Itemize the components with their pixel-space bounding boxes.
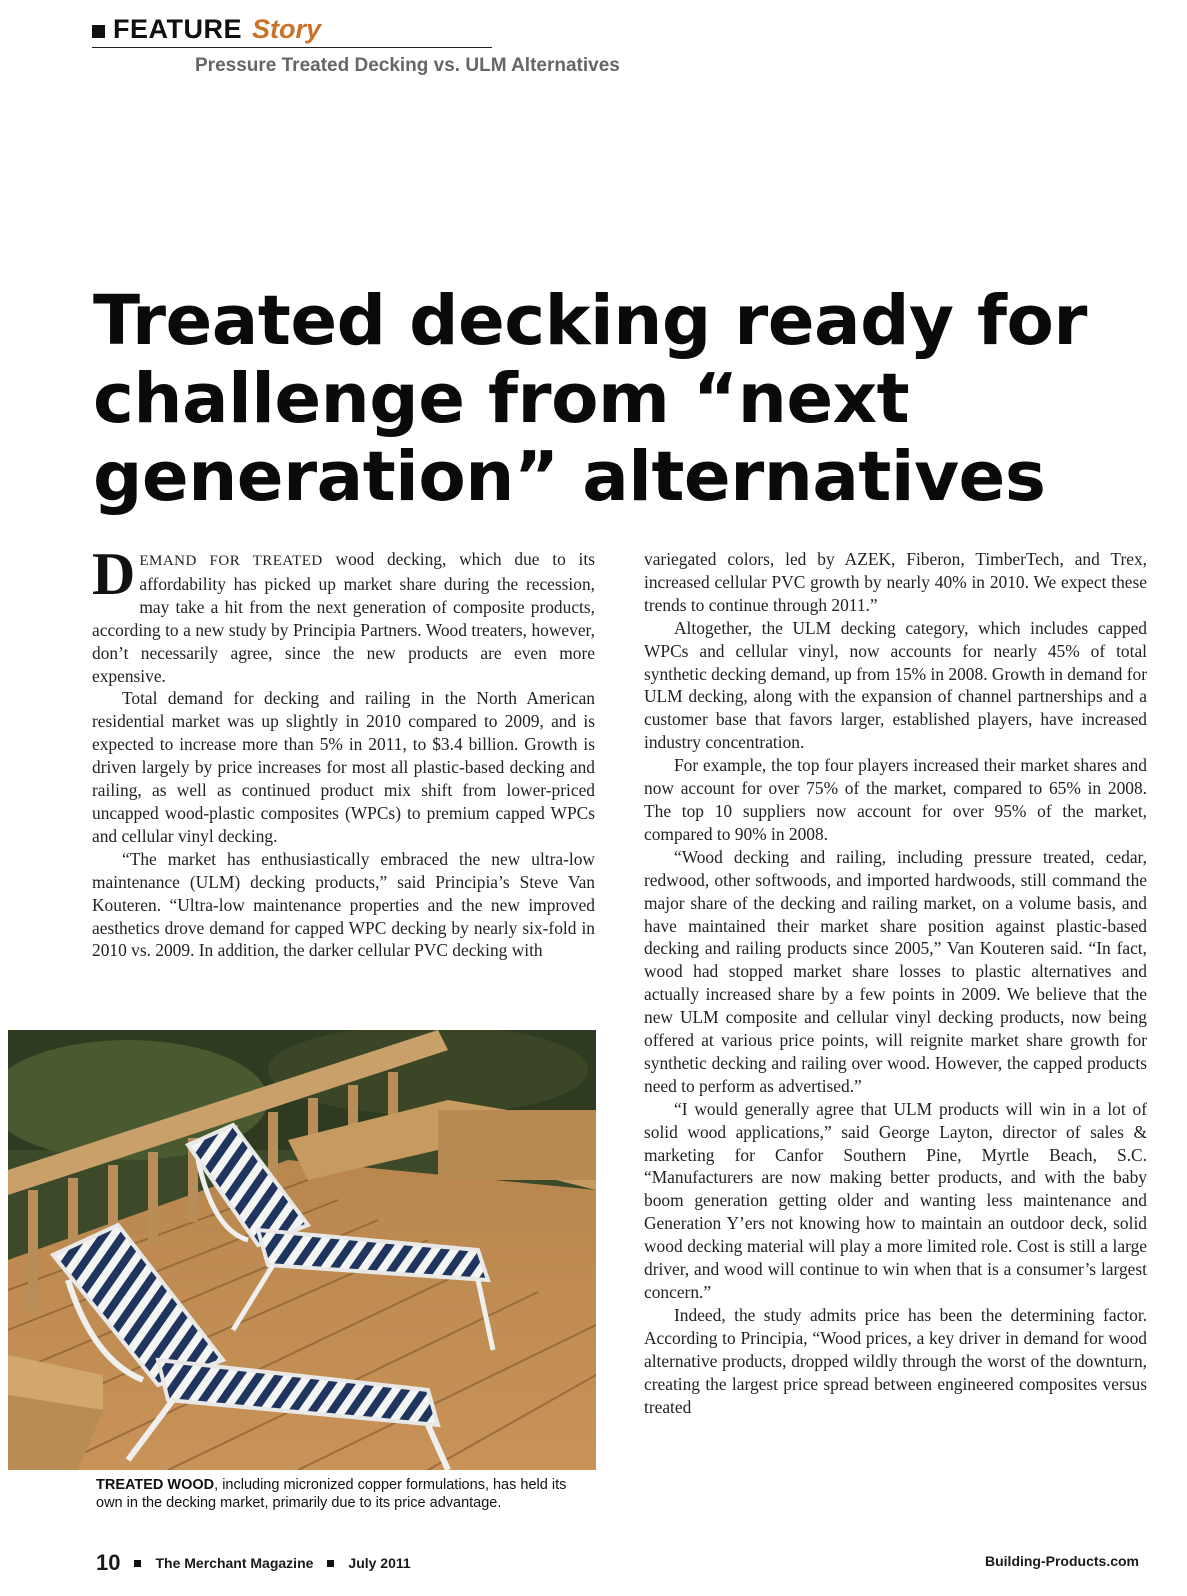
article-column-2 bbox=[644, 548, 1147, 1418]
article-headline: Treated decking ready for challenge from “next generation” alternatives bbox=[93, 281, 1087, 517]
paragraph bbox=[92, 541, 595, 687]
page-number: 10 bbox=[96, 1550, 121, 1575]
subhead: Pressure Treated Decking vs. ULM Alternatives bbox=[195, 55, 620, 76]
square-bullet-icon bbox=[92, 25, 105, 38]
footer-url: Building-Products.com bbox=[985, 1553, 1139, 1569]
paragraph: For example, the top four players increased their market shares and now account for over 75% of the market, compared to 65% in 2008. The top 10 suppliers now account for over 95% of the market, compared to 90% in 2008. bbox=[644, 755, 1147, 844]
paragraph: variegated colors, led by AZEK, Fiberon, TimberTech, and Trex, increased cellular PVC growth by nearly 40% in 2010. We expect these trends to continue through 2011.” bbox=[644, 549, 1147, 615]
photo-caption bbox=[96, 1476, 596, 1512]
drop-cap: D bbox=[92, 541, 136, 607]
caption-lead: TREATED WOOD bbox=[96, 1477, 215, 1493]
article-column-1 bbox=[92, 541, 595, 962]
square-bullet-icon bbox=[327, 1560, 334, 1567]
paragraph: Total demand for decking and railing in the North American residential market was up slightly in 2010 compared to 2009, and is expected to increase more than 5% in 2011, to $3.4 billion. Growth is driven largely by price increases for most all plastic-based decking and railing, as well as continued product mix shift from lower-priced uncapped wood-plastic composites (WPCs) to premium capped WPCs and cellular vinyl decking. bbox=[92, 688, 595, 846]
feature-label: FEATURE bbox=[113, 14, 242, 44]
issue-date: July 2011 bbox=[348, 1555, 411, 1571]
paragraph-text: wood decking, which due to its affordability has picked up market share during the recession, may take a hit from the next generation of composite products, according to a new study by Principia Partners. Wood treaters, however, don’t necessarily agree, since the new products are even more expensive. bbox=[92, 549, 595, 686]
paragraph: “Wood decking and railing, including pressure treated, cedar, redwood, other softwoods, and imported hardwoods, still command the major share of the decking and railing market, on a volume basis, and have maintained their market share position against plastic-based decking and railing products since 2005,” Van Kouteren said. “In fact, wood had stopped market share losses to plastic alternatives and actually increased share by a few points in 2009. We believe that the new ULM composite and cellular vinyl decking products, now being offered at various price points, will reignite market share growth for synthetic decking and railing over wood. However, the capped products need to perform as advertised.” bbox=[644, 846, 1147, 1096]
paragraph: “I would generally agree that ULM products will win in a lot of solid wood applications,” said George Layton, director of sales & marketing for Canfor Southern Pine, Myrtle Beach, S.C. “Manufacturers are now making better products, and with the baby boom generation getting older and wanting less maintenance and Generation Y’ers not knowing how to maintain an outdoor deck, solid wood decking material will play a more limited role. Cost is still a large driver, and wood will continue to win when that is a consumer’s largest concern.” bbox=[644, 1098, 1147, 1302]
paragraph: Altogether, the ULM decking category, which includes capped WPCs and cellular vinyl, now accounts for nearly 45% of total synthetic decking demand, up from 15% in 2008. Growth in demand for ULM decking, along with the expansion of channel partnerships and a customer base that favors larger, established players, have increased industry concentration. bbox=[644, 617, 1147, 753]
lead-small-caps: EMAND FOR TREATED bbox=[139, 553, 323, 569]
deck-photo bbox=[8, 1030, 596, 1470]
page-footer bbox=[96, 1550, 411, 1576]
section-header bbox=[92, 14, 492, 48]
magazine-name: The Merchant Magazine bbox=[155, 1555, 314, 1571]
square-bullet-icon bbox=[134, 1560, 141, 1567]
paragraph: “The market has enthusiastically embraced the new ultra-low maintenance (ULM) decking products,” said Principia’s Steve Van Kouteren. “Ultra-low maintenance properties and the new improved aesthetics drove demand for capped WPC decking by nearly six-fold in 2010 vs. 2009. In addition, the darker cellular PVC decking with bbox=[92, 848, 595, 961]
story-label: Story bbox=[252, 14, 322, 44]
paragraph: Indeed, the study admits price has been the determining factor. According to Principia, “Wood prices, a key driver in demand for wood alternative products, dropped wildly through the worst of the downturn, creating the largest price spread between engineered composites versus treated bbox=[644, 1304, 1147, 1417]
feature-kicker bbox=[92, 14, 492, 48]
caption-text: , including micronized copper formulations, has held its own in the decking market, primarily due to its price advantage. bbox=[96, 1477, 567, 1511]
